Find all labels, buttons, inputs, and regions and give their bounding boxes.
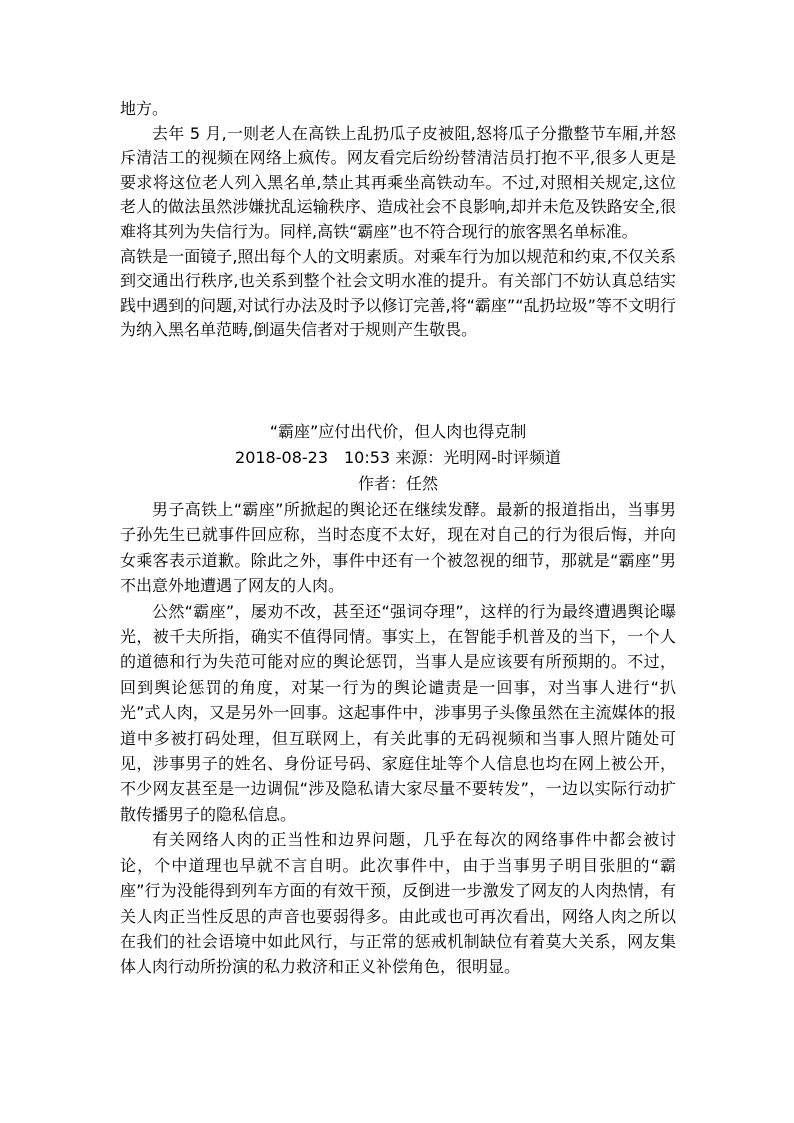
article-title: “霸座”应付出代价，但人肉也得克制 <box>269 422 527 441</box>
paragraph: 去年 5 月,一则老人在高铁上乱扔瓜子皮被阻,怒将瓜子分撒整节车厢,并怒斥清洁工的视频在网络上疯传。网友看完后纷纷替清洁员打抱不平,很多人更是要求将这位老人列入黑名单,禁止其再乘坐高铁动车。不过,对照相关规定,这位老人的做法虽然涉嫌扰乱运输秩序、造成社会不良影响,却并未危及铁路安全,很难将其列为失信行为。同样,高铁“霸座”也不符合现行的旅客黑名单标准。 <box>120 123 676 241</box>
previous-article-tail <box>120 97 676 343</box>
article-meta: 2018-08-23 10:53 来源：光明网-时评频道 <box>235 448 561 467</box>
paragraph: 地方。 <box>120 99 169 118</box>
article-author: 作者：任然 <box>357 474 438 493</box>
paragraph: 高铁是一面镜子,照出每个人的文明素质。对乘车行为加以规范和约束,不仅关系到交通出行秩序,也关系到整个社会文明水准的提升。有关部门不妨认真总结实践中遇到的问题,对试行办法及时予以修订完善,将“霸座”“乱扔垃圾”等不文明行为纳入黑名单范畴,倒逼失信者对于规则产生敬畏。 <box>120 246 676 340</box>
paragraph: 有关网络人肉的正当性和边界问题，几乎在每次的网络事件中都会被讨论，个中道理也早就不言自明。此次事件中，由于当事男子明目张胆的“霸座”行为没能得到列车方面的有效干预，反倒进一步激发了网友的人肉热情，有关人肉正当性反思的声音也要弱得多。由此或也可再次看出，网络人肉之所以在我们的社会语境中如此风行，与正常的惩戒机制缺位有着莫大关系，网友集体人肉行动所扮演的私力救济和正义补偿角色，很明显。 <box>120 830 676 977</box>
article-body <box>120 497 676 980</box>
paragraph: 男子高铁上“霸座”所掀起的舆论还在继续发酵。最新的报道指出，当事男子孙先生已就事件回应称，当时态度不太好，现在对自己的行为很后悔，并向女乘客表示道歉。除此之外，事件中还有一个被忽视的细节，那就是“霸座”男不出意外地遭遇了网友的人肉。 <box>120 500 676 596</box>
paragraph: 公然“霸座”，屡劝不改，甚至还“强词夺理”，这样的行为最终遭遇舆论曝光，被千夫所指，确实不值得同情。事实上，在智能手机普及的当下，一个人的道德和行为失范可能对应的舆论惩罚，当事人是应该要有所预期的。不过，回到舆论惩罚的角度，对某一行为的舆论谴责是一回事，对当事人进行“扒光”式人肉，又是另外一回事。这起事件中，涉事男子头像虽然在主流媒体的报道中多被打码处理，但互联网上，有关此事的无码视频和当事人照片随处可见，涉事男子的姓名、身份证号码、家庭住址等个人信息也均在网上被公开，不少网友甚至是一边调侃“涉及隐私请大家尽量不要转发”，一边以实际行动扩散传播男子的隐私信息。 <box>120 601 676 824</box>
